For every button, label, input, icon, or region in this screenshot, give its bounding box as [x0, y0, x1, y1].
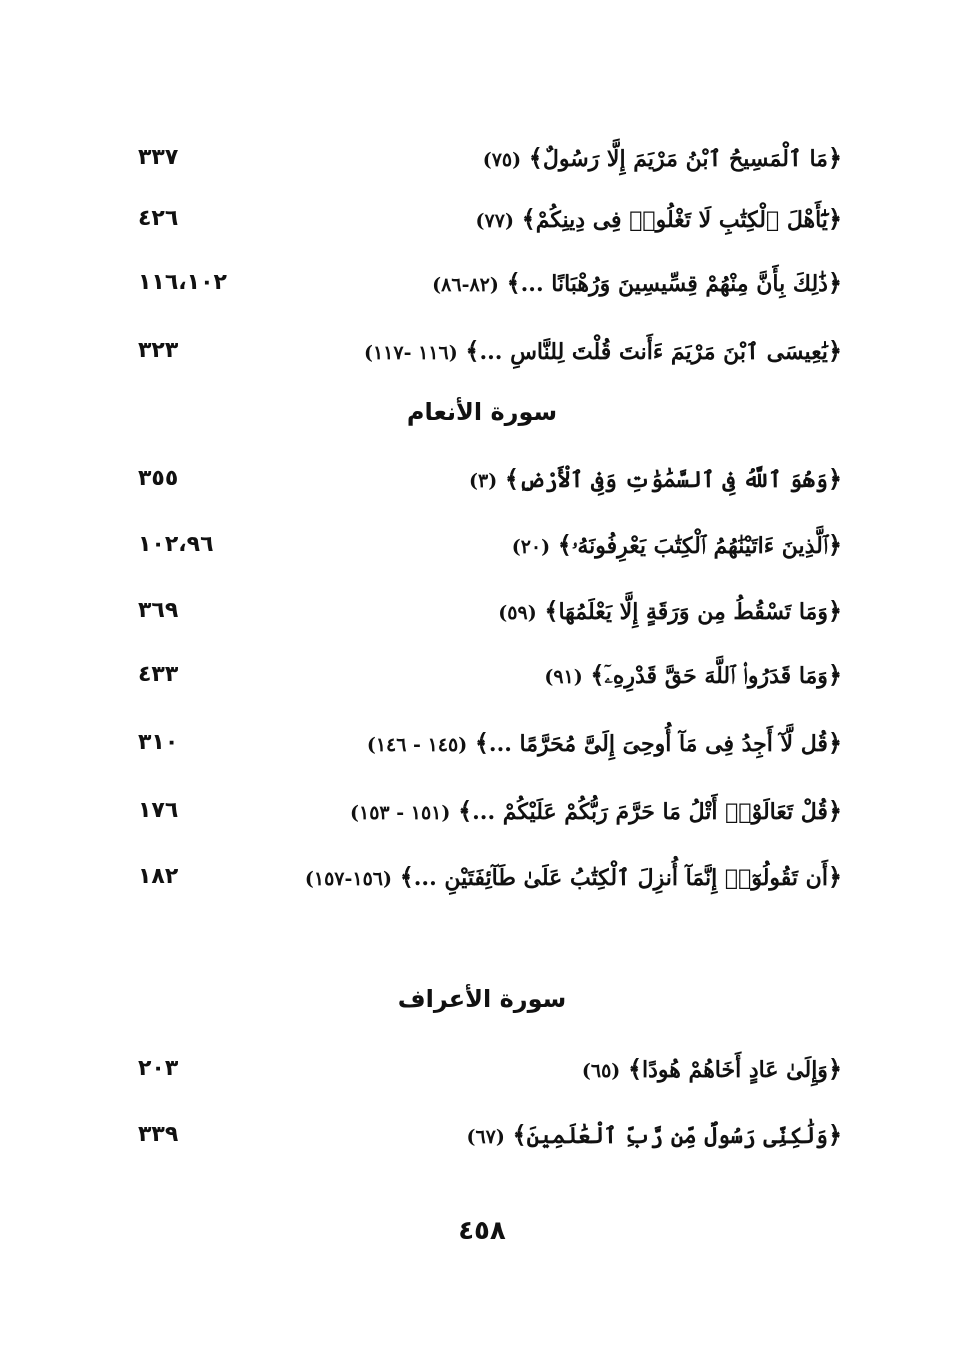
- verse-excerpt: [498, 594, 842, 630]
- verse-excerpt: [432, 266, 842, 302]
- verse-excerpt: [476, 202, 842, 238]
- close-bracket: ﴾: [544, 596, 559, 625]
- verse-excerpt: [582, 1052, 842, 1088]
- verse-number: (٥٩): [498, 602, 537, 624]
- index-entry: [0, 594, 964, 644]
- verse-excerpt: [367, 726, 842, 762]
- open-bracket: ﴿: [827, 204, 842, 233]
- verse-number: (٨٢-٨٦): [432, 274, 499, 296]
- page-reference: ٣١٠: [138, 730, 179, 755]
- verse-excerpt: [483, 141, 842, 177]
- index-entry: [0, 334, 964, 384]
- index-entry: [0, 794, 964, 844]
- verse-number: (٩١): [544, 666, 583, 688]
- open-bracket: ﴿: [827, 530, 842, 559]
- page-reference: ٢٠٣: [138, 1056, 179, 1081]
- index-entry: [0, 860, 964, 910]
- verse-text: وَإِلَىٰ عَادٍ أَخَاهُمْ هُودًا: [642, 1057, 828, 1083]
- page-number: ٤٥٨: [458, 1216, 506, 1246]
- index-entry: [0, 462, 964, 512]
- open-bracket: ﴿: [827, 1054, 842, 1083]
- page-reference: ١٠٢،٩٦: [138, 532, 214, 557]
- open-bracket: ﴿: [827, 268, 842, 297]
- verse-text: قُلْ تَعَالَوْا۟ أَتْلُ مَا حَرَّمَ رَبُّكُمْ عَلَيْكُمْ ...: [472, 799, 828, 825]
- page-reference: ١١٦،١٠٢: [138, 270, 227, 295]
- close-bracket: ﴾: [557, 530, 572, 559]
- open-bracket: ﴿: [827, 862, 842, 891]
- verse-number: (١٤٥ - ١٤٦): [366, 734, 468, 756]
- close-bracket: ﴾: [627, 1054, 643, 1083]
- index-entry: [0, 528, 964, 578]
- verse-number: (١١٦ -١١٧): [363, 342, 458, 364]
- index-entry: [0, 141, 964, 191]
- index-entry: [0, 202, 964, 252]
- verse-excerpt: [544, 658, 842, 694]
- page-reference: ٣٢٣: [138, 338, 179, 363]
- page-reference: ٣٥٥: [138, 466, 179, 491]
- index-entry: [0, 726, 964, 776]
- open-bracket: ﴿: [827, 464, 842, 493]
- verse-number: (٦٧): [466, 1126, 505, 1148]
- verse-excerpt: [364, 334, 842, 370]
- verse-number: (٧٧): [475, 210, 514, 232]
- verse-number: (٦٥): [581, 1060, 621, 1082]
- close-bracket: ﴾: [458, 796, 473, 825]
- close-bracket: ﴾: [465, 336, 480, 365]
- verse-number: (١٥٦-١٥٧): [304, 868, 393, 890]
- close-bracket: ﴾: [399, 862, 414, 891]
- index-entry: [0, 266, 964, 316]
- verse-number: (٧٥): [482, 149, 522, 171]
- open-bracket: ﴿: [827, 660, 842, 689]
- verse-text: قُل لَّآ أَجِدُ فِى مَآ أُوحِىَ إِلَىَّ مُحَرَّمًا ...: [488, 731, 828, 757]
- index-entry: [0, 658, 964, 708]
- verse-excerpt: [350, 794, 842, 830]
- close-bracket: ﴾: [474, 728, 489, 757]
- verse-number: (٢٠): [511, 536, 551, 558]
- verse-text: وَمَا قَدَرُوا۟ ٱللَّهَ حَقَّ قَدْرِهِۦٓ: [604, 663, 828, 689]
- verse-number: (١٥١ - ١٥٣): [350, 802, 451, 824]
- open-bracket: ﴿: [827, 728, 842, 757]
- page-reference: ٣٣٧: [138, 145, 179, 170]
- open-bracket: ﴿: [827, 1120, 842, 1149]
- page-reference: ٤٢٦: [138, 206, 179, 231]
- index-entry: [0, 1118, 964, 1168]
- page-reference: ٣٦٩: [138, 598, 179, 623]
- verse-text: وَمَا تَسْقُطُ مِن وَرَقَةٍ إِلَّا يَعْلَمُهَا: [558, 599, 828, 625]
- index-entry: [0, 1052, 964, 1102]
- page-reference: ٤٣٣: [138, 662, 179, 687]
- verse-excerpt: [466, 1118, 842, 1154]
- verse-text: يَٰعِيسَى ٱبْنَ مَرْيَمَ ءَأَنتَ قُلْتَ لِلنَّاسِ ...: [479, 339, 828, 365]
- verse-text: مَا ٱلْمَسِيحُ ٱبْنُ مَرْيَمَ إِلَّا رَسُولٌ: [542, 146, 828, 172]
- verse-text: أَن تَقُولُوٓا۟ إِنَّمَآ أُنزِلَ ٱلْكِتَٰبُ عَلَىٰ طَآئِفَتَيْنِ ...: [413, 865, 828, 891]
- close-bracket: ﴾: [504, 464, 519, 493]
- verse-text: وَلَٰكِنِّى رَسُولٌ مِّن رَّبِّ ٱلْعَٰلَمِينَ: [526, 1123, 828, 1149]
- verse-number: (٣): [468, 470, 498, 492]
- verse-text: يَٰٓأَهْلَ ٱلْكِتَٰبِ لَا تَغْلُوا۟ فِى دِينِكُمْ: [535, 207, 828, 233]
- open-bracket: ﴿: [827, 336, 842, 365]
- verse-excerpt: [512, 528, 842, 564]
- page-reference: ٣٣٩: [138, 1122, 179, 1147]
- verse-text: ذَٰلِكَ بِأَنَّ مِنْهُمْ قِسِّيسِينَ وَرُهْبَانًا ...: [520, 271, 828, 297]
- close-bracket: ﴾: [506, 268, 521, 297]
- close-bracket: ﴾: [521, 204, 536, 233]
- open-bracket: ﴿: [827, 596, 842, 625]
- surah-heading: سورة الأنعام: [406, 398, 558, 426]
- verse-text: ٱلَّذِينَ ءَاتَيْنَٰهُمُ ٱلْكِتَٰبَ يَعْرِفُونَهُۥ: [571, 533, 828, 559]
- close-bracket: ﴾: [512, 1120, 527, 1149]
- verse-text: وَهُوَ ٱللَّهُ فِى ٱلسَّمَٰوَٰتِ وَفِى ٱلْأَرْضِ: [518, 467, 828, 493]
- close-bracket: ﴾: [590, 660, 605, 689]
- page-reference: ١٧٦: [138, 798, 179, 823]
- verse-excerpt: [305, 860, 842, 896]
- surah-heading: سورة الأعراف: [397, 985, 567, 1013]
- page-reference: ١٨٢: [138, 864, 179, 889]
- open-bracket: ﴿: [827, 143, 842, 172]
- open-bracket: ﴿: [827, 796, 842, 825]
- close-bracket: ﴾: [528, 143, 543, 172]
- verse-excerpt: [469, 462, 842, 498]
